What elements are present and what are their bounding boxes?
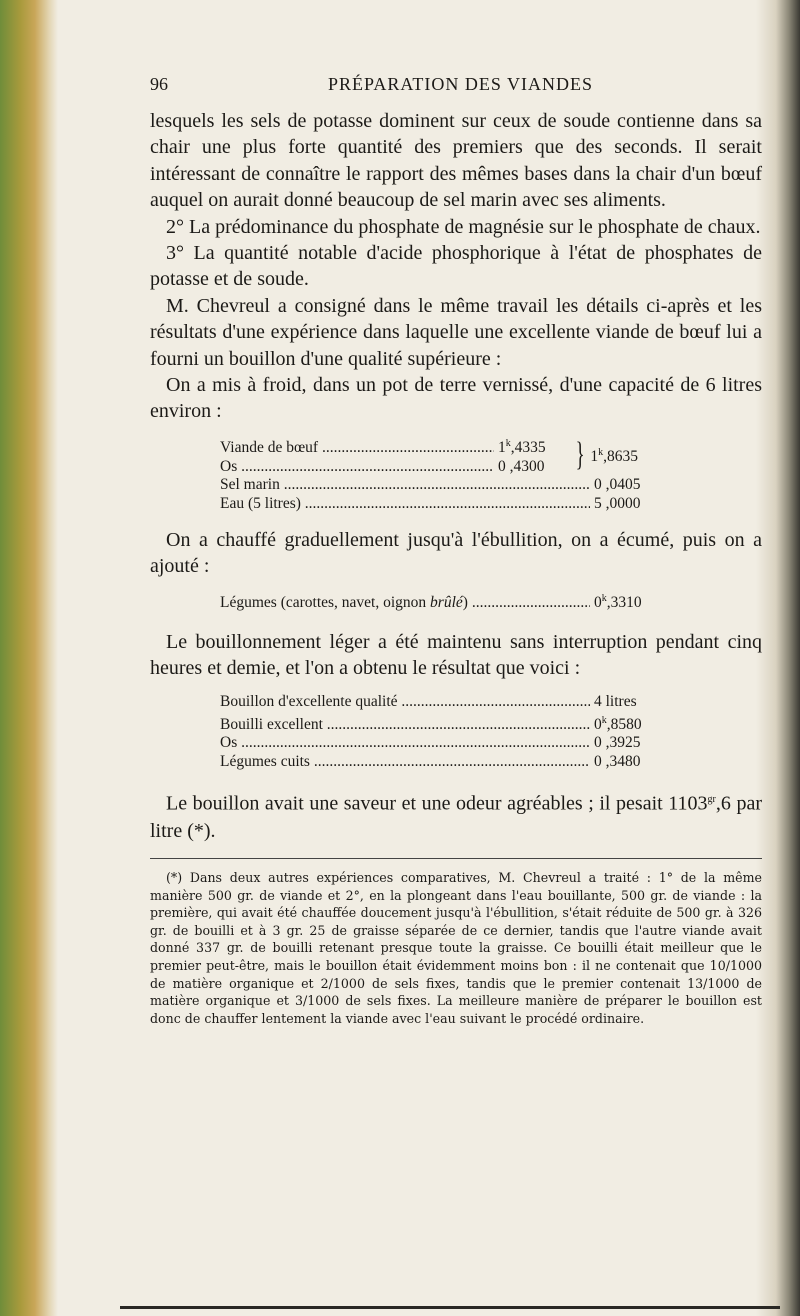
table-row bbox=[220, 712, 666, 735]
row-value: 0 ,3480 bbox=[594, 752, 641, 770]
page-number: 96 bbox=[150, 74, 168, 94]
table-row bbox=[220, 476, 666, 495]
row-label: Bouillon d'excellente qualité ..... bbox=[220, 693, 590, 712]
table-row bbox=[220, 495, 666, 514]
row-value: 0$^k$,8580 bbox=[594, 714, 642, 733]
row-value: 1$^k$,4335 bbox=[498, 437, 546, 457]
row-label: Légumes cuits ..... bbox=[220, 753, 590, 772]
row-value: 0 ,4300 bbox=[498, 457, 545, 475]
paragraph-3: 3° La quantité notable d'acide phosphorique à l'état de phosphates de potasse et de soude. bbox=[150, 242, 762, 291]
paragraph-1: lesquels les sels de potasse dominent sur ceux de soude contienne dans sa chair une plus forte quantité des premiers que des seconds. Il serait intéressant de connaître le rapport des mêmes bases dans la chair d'un bœuf auquel on aurait donné beaucoup de sel marin avec ses aliments. bbox=[150, 110, 762, 212]
row-label: Os ..... bbox=[220, 458, 494, 477]
results-table bbox=[220, 693, 666, 771]
paragraph-4: M. Chevreul a consigné dans le même travail les détails ci-après et les résultats d'une expérience dans laquelle une excellente viande de bœuf lui a fourni un bouillon d'une qualité supérieure : bbox=[150, 294, 762, 370]
row-value: 5 ,0000 bbox=[594, 494, 641, 512]
brace-total: 1$^k$,8635 bbox=[590, 447, 638, 466]
row-label: Os ..... bbox=[220, 734, 590, 753]
meat-bone-group bbox=[220, 435, 666, 476]
table-row bbox=[220, 693, 666, 712]
table-row bbox=[220, 458, 570, 477]
row-label: Bouilli excellent ..... bbox=[220, 716, 590, 735]
table-row bbox=[220, 753, 666, 772]
row-label: Viande de bœuf ..... bbox=[220, 439, 494, 458]
table-row bbox=[220, 590, 666, 613]
curly-brace-icon: } bbox=[575, 436, 585, 474]
row-label: Légumes (carottes, navet, oignon brûlé) ..... bbox=[220, 594, 590, 613]
row-label: Sel marin ..... bbox=[220, 476, 590, 495]
ingredients-table bbox=[220, 435, 666, 513]
footnote-divider bbox=[150, 858, 762, 859]
row-value: 0 ,0405 bbox=[594, 476, 641, 494]
paragraph-2: 2° La prédominance du phosphate de magnésie sur le phosphate de chaux. bbox=[166, 215, 761, 238]
table-row bbox=[220, 734, 666, 753]
row-value: 4 litres bbox=[594, 693, 637, 711]
footnote: (*) Dans deux autres expériences comparatives, M. Chevreul a traité : 1° de la même manière 500 gr. de viande et 2°, en la plongeant dans l'eau bouillante, 500 gr. de viande : la première, qui avait été chauffée doucement jusqu'à l'ébullition, s'était réduite de 500 gr. à 326 gr. de bouilli et à 3 gr. 25 de graisse séparée de ce dernier, tandis que l'autre viande avait donné 337 gr. de bouilli retenant presque toute la graisse. Ce bouilli était meilleur que le premier peut-être, mais le bouillon était évidemment moins bon : il ne contenait que 10/1000 de matière organique et 2/1000 de sels fixes, tandis que le premier contenait 13/1000 de matière organique et 3/1000 de sels fixes. La meilleure manière de préparer le bouillon est donc de chauffer lentement la viande avec l'eau suivant le procédé ordinaire. bbox=[150, 869, 762, 1026]
paragraph-8: Le bouillon avait une saveur et une odeur agréables ; il pesait $1103^{gr},6$ par litre (*). bbox=[150, 793, 763, 842]
paragraph-7: Le bouillonnement léger a été maintenu sans interruption pendant cinq heures et demie, et l'on a obtenu le résultat que voici : bbox=[150, 630, 762, 679]
paragraph-6: On a chauffé graduellement jusqu'à l'ébullition, on a écumé, puis on a ajouté : bbox=[150, 529, 762, 578]
page-header bbox=[150, 74, 762, 102]
book-page bbox=[150, 74, 762, 1027]
row-value: 0 ,3925 bbox=[594, 734, 641, 752]
running-title: PRÉPARATION DES VIANDES bbox=[328, 74, 594, 94]
bottom-rule bbox=[120, 1306, 780, 1309]
table-row bbox=[220, 435, 570, 458]
row-label: Eau (5 litres) ..... bbox=[220, 495, 590, 514]
page-right-edge bbox=[756, 0, 800, 1316]
row-value: 0$^k$,3310 bbox=[594, 592, 642, 611]
vegetables-table bbox=[220, 590, 666, 613]
page-left-edge bbox=[0, 0, 58, 1316]
paragraph-5: On a mis à froid, dans un pot de terre vernissé, d'une capacité de 6 litres environ : bbox=[150, 374, 762, 423]
